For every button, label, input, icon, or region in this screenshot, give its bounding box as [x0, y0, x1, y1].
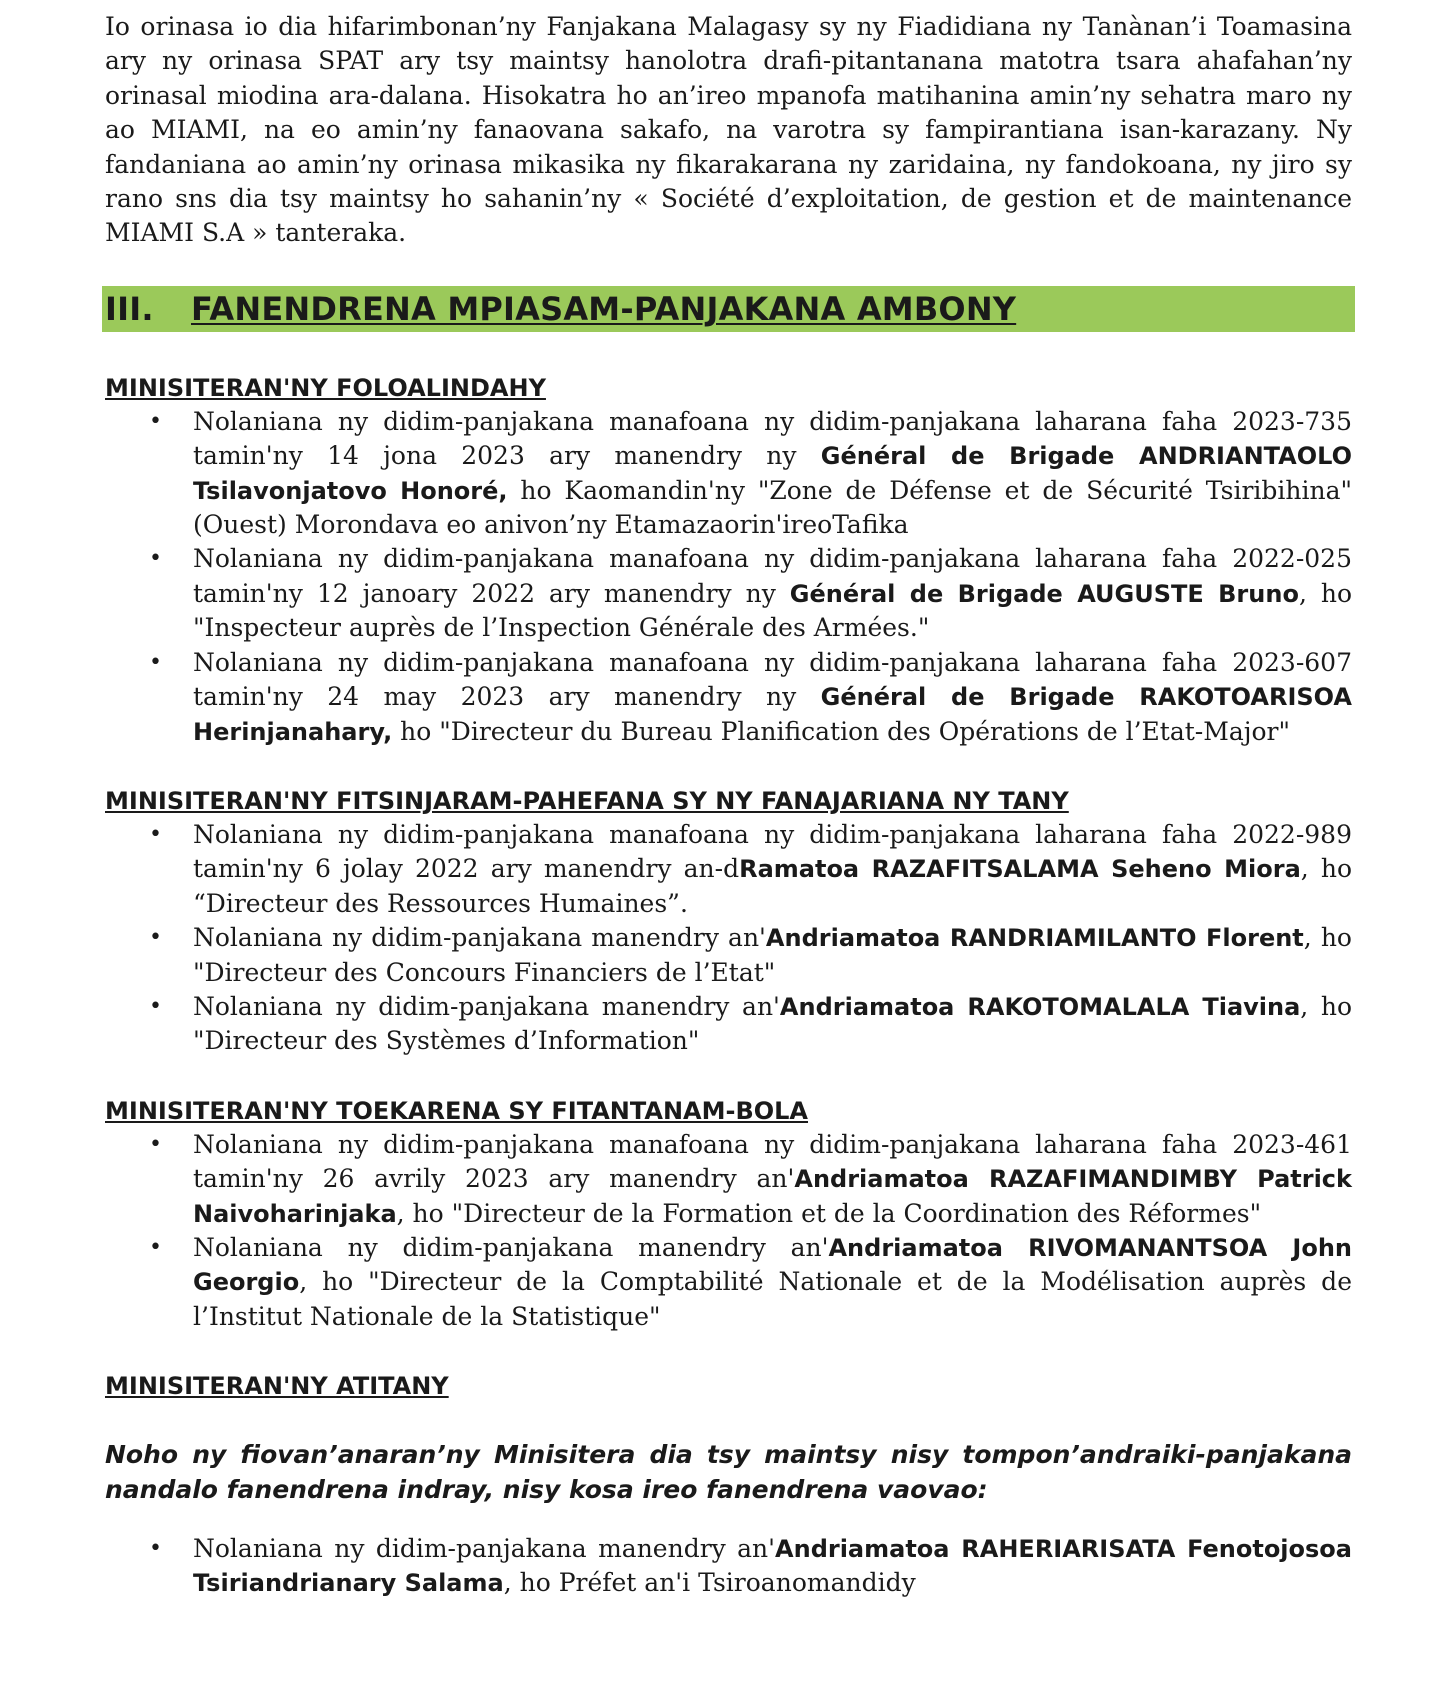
section-number: III. — [105, 289, 154, 328]
item-role: ho Kaomandin'ny "Zone de Défense et de Sécurité Tsiribihina"(Ouest) Morondava eo anivon’ny Etamazaorin'ireoTafika — [193, 475, 1352, 540]
appointee-name: Général de Brigade RAKOTOARISOA Herinjanahary, — [193, 683, 1353, 746]
item-role: , ho "Directeur des Concours Financiers de l’Etat" — [193, 923, 1352, 987]
ministry-heading: MINISITERAN'NY FOLOALINDAHY — [105, 373, 546, 402]
list-item — [105, 990, 1352, 1059]
item-text: Nolaniana ny didim-panjakana manafoana ny didim-panjakana laharana faha 2022-989 tamin'ny 6 jolay 2022 ary manendry an-d — [193, 819, 1352, 884]
appointee-name: Ramatoa RAZAFITSALAMA Seheno Miora — [739, 855, 1301, 884]
list-item — [105, 921, 1352, 990]
item-role: , ho Préfet an'i Tsiroanomandidy — [503, 1568, 916, 1598]
item-role: , ho "Directeur des Systèmes d’Information" — [193, 991, 1352, 1056]
item-text: Nolaniana ny didim-panjakana manendry an' — [193, 991, 780, 1021]
appointment-list — [105, 405, 1352, 749]
appointee-name: Andriamatoa RIVOMANANTSOA John Georgio — [193, 1233, 1352, 1297]
appointee-name: Andriamatoa RAHERIARISATA Fenotojosoa Tsiriandrianary Salama — [193, 1535, 1352, 1598]
intro-paragraph: Io orinasa io dia hifarimbonan’ny Fanjakana Malagasy sy ny Fiadidiana ny Tanànan’i Toamasina ary ny orinasa SPAT ary tsy maintsy hanolotra drafi-pitantanana matotra tsara ahafahan’ny orinasal miodina ara-dalana. Hisokatra ho an’ireo mpanofa matihanina amin’ny sehatra maro ny ao MIAMI, na eo amin’ny fanaovana sakafo, na varotra sy fampirantiana isan-karazany. Ny fandaniana ao amin’ny orinasa mikasika ny fikarakarana ny zaridaina, ny fandokoana, ny jiro sy rano sns dia tsy maintsy ho sahanin’ny « Société d’exploitation, de gestion et de maintenance MIAMI S.A » tanteraka. — [105, 12, 1352, 248]
item-text: Nolaniana ny didim-panjakana manendry an' — [193, 1232, 829, 1262]
list-item — [105, 1532, 1352, 1601]
appointee-name: Général de Brigade ANDRIANTAOLO Tsilavonjatovo Honoré, — [193, 442, 1352, 505]
appointee-name: Andriamatoa RANDRIAMILANTO Florent — [765, 924, 1304, 953]
item-role: , ho “Directeur des Ressources Humaines”. — [193, 854, 1353, 918]
item-text: Nolaniana ny didim-panjakana manendry an' — [193, 1534, 776, 1563]
document-page — [105, 10, 1352, 1601]
list-item — [105, 1128, 1352, 1231]
section-title: FANENDRENA MPIASAM-PANJAKANA AMBONY — [191, 289, 1017, 328]
list-item — [105, 1231, 1352, 1334]
item-text: Nolaniana ny didim-panjakana manendry an' — [193, 923, 766, 953]
ministry-heading: MINISITERAN'NY TOEKARENA SY FITANTANAM-BOLA — [105, 1096, 809, 1125]
appointment-list — [105, 1532, 1352, 1601]
appointment-list — [105, 1128, 1352, 1334]
item-role: , ho "Inspecteur auprès de l’Inspection Générale des Armées." — [193, 578, 1353, 643]
appointee-name: Andriamatoa RAZAFIMANDIMBY Patrick Naivoharinjaka — [193, 1165, 1352, 1228]
appointee-name: Général de Brigade AUGUSTE Bruno — [789, 579, 1299, 608]
list-item — [105, 818, 1352, 921]
item-role: , ho "Directeur de la Formation et de la Coordination des Réformes" — [396, 1198, 1262, 1228]
section-heading — [102, 286, 1355, 332]
list-item — [105, 542, 1352, 645]
item-text: Nolaniana ny didim-panjakana manafoana ny didim-panjakana laharana faha 2022-025 tamin'ny 12 janoary 2022 ary manendry ny — [193, 544, 1352, 608]
item-text: Nolaniana ny didim-panjakana manafoana ny didim-panjakana laharana faha 2023-607 tamin'ny 24 may 2023 ary manendry ny — [193, 647, 1352, 712]
item-role: ho "Directeur du Bureau Planification des Opérations de l’Etat-Major" — [392, 716, 1291, 746]
ministry-heading: MINISITERAN'NY ATITANY — [105, 1372, 449, 1401]
ministry-heading: MINISITERAN'NY FITSINJARAM-PAHEFANA SY NY FANAJARIANA NY TANY — [105, 786, 1069, 815]
appointee-name: Andriamatoa RAKOTOMALALA Tiavina — [779, 992, 1301, 1021]
item-text: Nolaniana ny didim-panjakana manafoana ny didim-panjakana laharana faha 2023-735 tamin'ny 14 jona 2023 ary manendry ny — [193, 406, 1352, 471]
appointment-list — [105, 818, 1352, 1059]
ministry-note: Noho ny fiovan’anaran’ny Minisitera dia tsy maintsy nisy tompon’andraiki-panjakana nandalo fanendrena indray, nisy kosa ireo fanendrena vaovao: — [105, 1440, 1352, 1504]
list-item — [105, 405, 1352, 543]
item-text: Nolaniana ny didim-panjakana manafoana ny didim-panjakana laharana faha 2023-461 tamin'ny 26 avrily 2023 ary manendry an' — [193, 1129, 1352, 1194]
list-item — [105, 646, 1352, 749]
item-role: , ho "Directeur de la Comptabilité Nationale et de la Modélisation auprès de l’Institut Nationale de la Statistique" — [193, 1267, 1352, 1331]
